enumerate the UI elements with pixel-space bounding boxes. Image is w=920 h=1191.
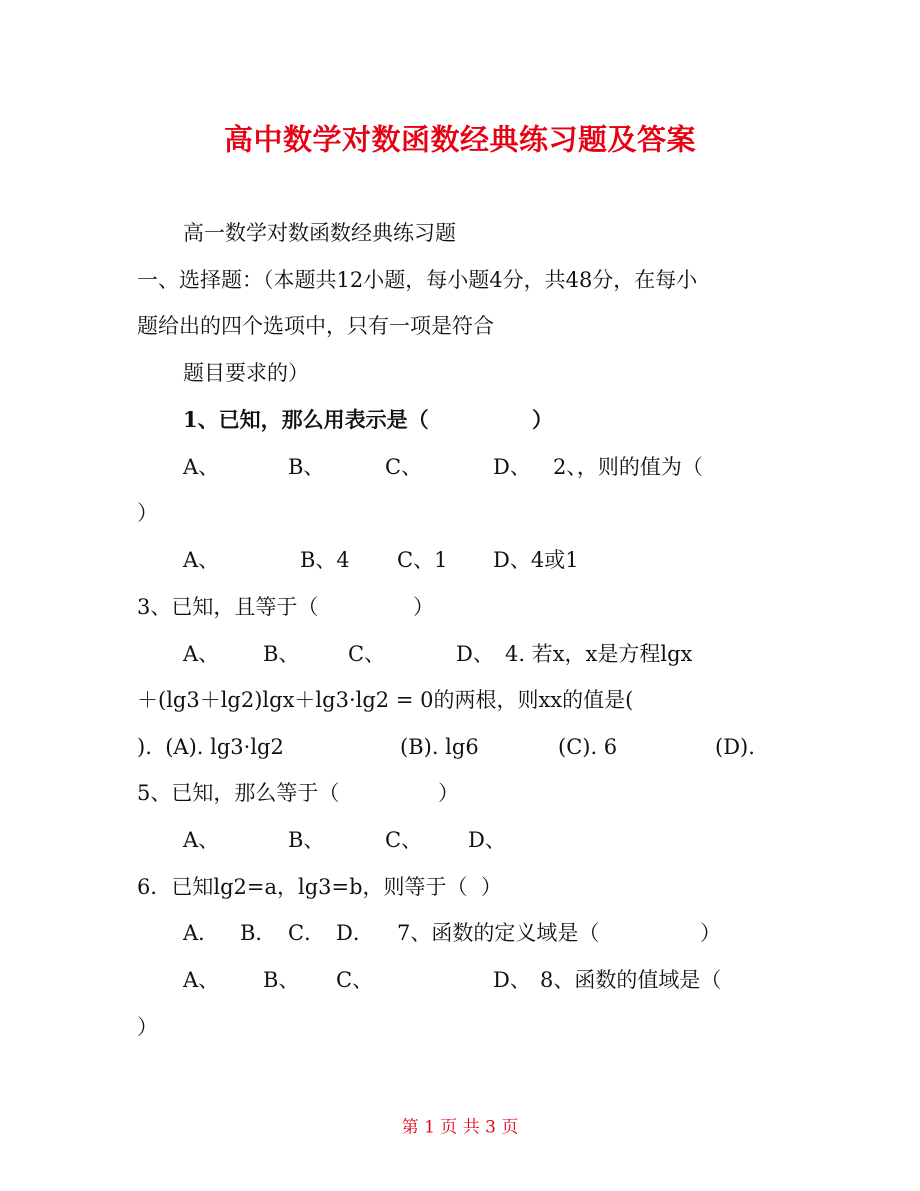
option-c: C、 (336, 968, 374, 992)
option-c: (C). 6 (558, 735, 618, 759)
option-d: D、4或1 (493, 548, 579, 572)
option-c: C、 (348, 642, 386, 666)
subtitle: 高一数学对数函数经典练习题 (183, 221, 456, 245)
question-7: 7、函数的定义域是（ (397, 921, 600, 945)
question-2-close: ） (137, 501, 158, 525)
document-title: 高中数学对数函数经典练习题及答案 (223, 122, 696, 157)
section-heading-cont: 题给出的四个选项中，只有一项是符合 (137, 314, 494, 338)
option-a: A、 (183, 828, 220, 852)
question-5-close: ） (438, 781, 459, 805)
option-c: C． (288, 921, 326, 945)
option-a: A、 (183, 455, 220, 479)
question-1-close: ） (532, 407, 553, 432)
option-b: B、 (288, 455, 325, 479)
page-footer: 第 1 页 共 3 页 (401, 1117, 519, 1138)
option-d: D、 (493, 968, 531, 992)
option-c: C、 (385, 455, 423, 479)
option-d: D、 (468, 828, 506, 852)
question-1: 1、已知，那么用表示是（ (183, 407, 429, 432)
question-6: 6．已知lg2=a，lg3=b，则等于（ ） (137, 875, 502, 899)
option-d: (D). (715, 735, 755, 759)
option-a: ). (A). lg3·lg2 (137, 735, 284, 759)
option-d: D、 (493, 455, 531, 479)
option-d: D、 (456, 642, 494, 666)
option-b: B、4 (300, 548, 350, 572)
question-2: 2、，则的值为（ (553, 455, 703, 479)
option-a: A． (183, 921, 220, 945)
option-b: B、 (263, 968, 300, 992)
option-d: D． (336, 921, 374, 945)
question-7-close: ） (700, 921, 721, 945)
option-c: C、1 (397, 548, 448, 572)
question-4: 4. 若x，x是方程lgx (505, 642, 693, 666)
section-heading: 一、选择题：（本题共12小题，每小题4分，共48分，在每小 (137, 268, 698, 292)
option-b: B． (240, 921, 277, 945)
option-b: B、 (263, 642, 300, 666)
option-a: A、 (183, 968, 220, 992)
question-8: 8、函数的值域是（ (540, 968, 722, 992)
option-c: C、 (385, 828, 423, 852)
section-heading-cont: 题目要求的） (183, 361, 309, 385)
option-a: A、 (183, 548, 220, 572)
question-3-close: ） (413, 595, 434, 619)
question-5: 5、已知，那么等于（ (137, 781, 340, 805)
question-4-cont: ＋(lg3＋lg2)lgx＋lg3·lg2 = 0的两根，则xx的值是( (137, 688, 634, 712)
option-b: B、 (288, 828, 325, 852)
option-a: A、 (183, 642, 220, 666)
question-8-close: ） (137, 1015, 158, 1039)
option-b: (B). lg6 (400, 735, 479, 759)
question-3: 3、已知，且等于（ (137, 595, 319, 619)
